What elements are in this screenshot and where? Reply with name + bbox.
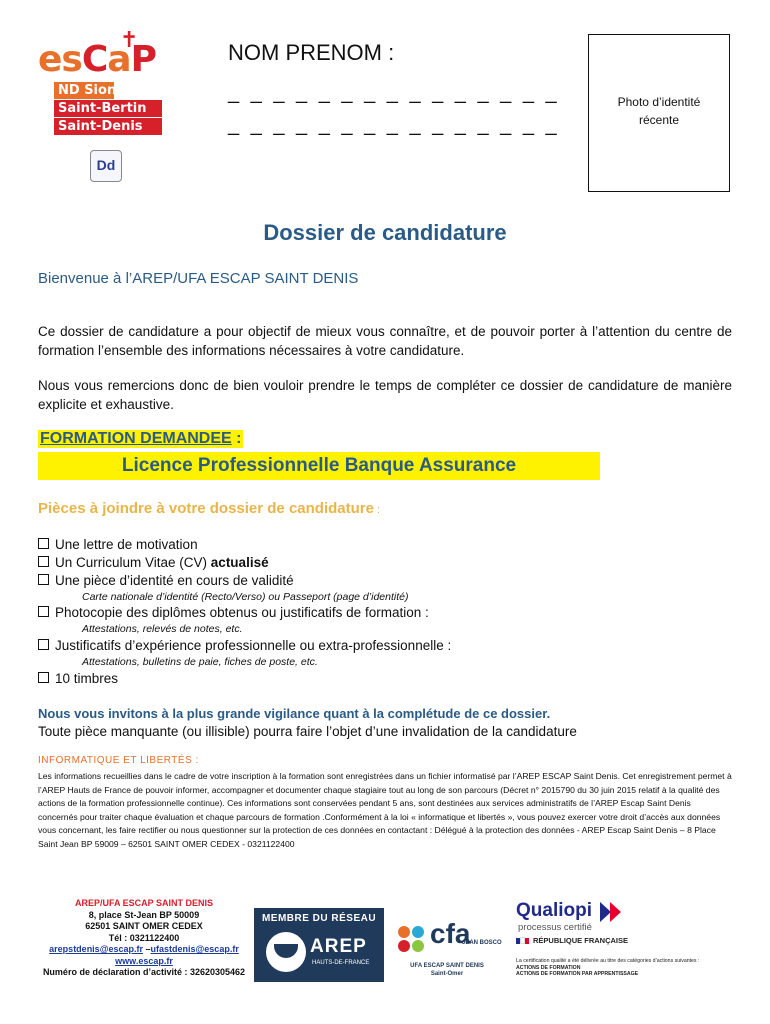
logo-line-saint-bertin: Saint-Bertin — [54, 100, 162, 117]
footer-address — [38, 898, 250, 979]
cfa-sub: UFA ESCAP SAINT DENIS Saint-Omer — [410, 963, 484, 977]
email-link-arep[interactable]: arepstdenis@escap.fr — [49, 944, 143, 954]
escap-logo — [38, 27, 168, 185]
republique-francaise: RÉPUBLIQUE FRANÇAISE — [516, 936, 628, 945]
dd-badge-icon: Dd — [90, 150, 122, 182]
nom-field-line-1[interactable]: _ _ _ _ _ _ _ _ _ _ _ _ _ _ _ — [228, 82, 560, 104]
qualiopi-sub: processus certifié — [518, 922, 592, 933]
arep-circle-icon — [266, 932, 306, 972]
photo-label-1: Photo d’identité — [617, 95, 701, 109]
logo-line-saint-denis: Saint-Denis — [54, 118, 162, 135]
footer-emails: arepstdenis@escap.fr –ufastdenis@escap.fr — [49, 944, 239, 954]
arep-name: AREP — [310, 936, 367, 957]
intro-paragraph-2: Nous vous remercions donc de bien vouloir prendre le temps de compléter ce dossier de candidature de manière explicite et exhaustive. — [38, 378, 732, 412]
arep-sub: HAUTS-DE-FRANCE — [312, 960, 370, 966]
welcome-heading: Bienvenue à l’AREP/UFA ESCAP SAINT DENIS — [38, 270, 359, 287]
logo-line-nd-sion: ND Sion — [54, 82, 114, 99]
checkbox-icon[interactable] — [38, 556, 49, 567]
cfa-dots-icon — [398, 926, 428, 956]
qualiopi-certification: La certification qualité a été délivrée au titre des catégories d’actions suivantes : ACTIONS DE FORMATION ACTIONS DE FORMATION PAR APPRENTISSAGE — [516, 958, 700, 977]
formation-name: Licence Professionnelle Banque Assurance — [38, 452, 600, 480]
checklist-sub-identite: Carte nationale d’identité (Recto/Verso) ou Passeport (page d’identité) — [82, 591, 409, 603]
arep-logo — [254, 908, 384, 982]
footer-street: 8, place St-Jean BP 50009 — [88, 909, 200, 920]
formation-label: FORMATION DEMANDEE : — [40, 430, 242, 447]
info-libertes-text: Les informations recueillies dans le cadre de votre inscription à la formation sont enregistrées dans un fichier informatisé par l’AREP ESCAP Saint Denis. Cet enregistrement permet à l’AREP Hauts de France de pouvoir informer, accompagner et documenter chaque stagiaire tout au long de son parcours (Décret n° 2015790 du 30 juin 2015 relatif à la qualité des actions de la formation professionnelle continue). Ces informations sont conservées pendant 5 ans, sont destinées aux services administratifs de l’AREP Escap Saint Denis concernés pour traiter chaque évaluation et chaque parcours de formation .Conformément à la loi « informatique et libertés », vous pouvez exercer votre droit d’accès aux données vous concernant, les faire rectifier ou nous questionner sur la protection de ces données en contactant : Délégué à la protection des données - AREP Escap Saint Denis – 8 Place Saint Jean BP 59009 – 62501 SAINT OMER CEDEX - 0321122400 — [38, 771, 732, 849]
checklist-item-timbres[interactable]: 10 timbres — [38, 670, 118, 688]
checklist-item-cv[interactable]: Un Curriculum Vitae (CV) actualisé — [38, 554, 269, 572]
checklist-sub-experience: Attestations, bulletins de paie, fiches de poste, etc. — [82, 656, 318, 668]
qualiopi-word: Qualiopi — [516, 900, 592, 921]
qualiopi-logo — [516, 900, 730, 980]
nom-field-line-2[interactable]: _ _ _ _ _ _ _ _ _ _ _ _ _ _ _ — [228, 114, 560, 136]
info-libertes-heading: INFORMATIQUE ET LIBERTÉS : — [38, 755, 199, 766]
cross-icon: ✝ — [120, 27, 139, 52]
cfa-jean-bosco: JEAN BOSCO — [462, 940, 502, 946]
cfa-word: cfa — [430, 918, 471, 949]
page-title: Dossier de candidature — [263, 220, 507, 245]
checkbox-icon[interactable] — [38, 574, 49, 585]
footer-declaration: Numéro de déclaration d’activité : 32620305462 — [42, 967, 246, 977]
escap-wordmark: esCaP — [38, 39, 156, 80]
photo-label-2: récente — [638, 113, 680, 127]
footer-city: 62501 SAINT OMER CEDEX — [85, 921, 203, 931]
qualiopi-arrows-icon — [600, 902, 622, 922]
footer-org-name: AREP/UFA ESCAP SAINT DENIS — [74, 898, 214, 908]
checkbox-icon[interactable] — [38, 538, 49, 549]
checklist-item-lettre[interactable]: Une lettre de motivation — [38, 536, 198, 554]
footer-tel: Tél : 0321122400 — [108, 932, 180, 943]
checkbox-icon[interactable] — [38, 639, 49, 650]
email-link-ufa[interactable]: ufastdenis@escap.fr — [150, 944, 239, 954]
pieces-heading: Pièces à joindre à votre dossier de candidature : — [38, 500, 381, 517]
checkbox-icon[interactable] — [38, 606, 49, 617]
cfa-logo — [392, 918, 502, 978]
checklist-item-experience[interactable]: Justificatifs d’expérience professionnelle ou extra-professionnelle : — [38, 637, 451, 655]
checklist-item-diplomes[interactable]: Photocopie des diplômes obtenus ou justificatifs de formation : — [38, 604, 429, 622]
photo-box — [588, 34, 730, 192]
intro-paragraph-1: Ce dossier de candidature a pour objectif de mieux vous connaître, et de pouvoir porter à l’attention du centre de formation l’ensemble des informations nécessaires à votre candidature. — [38, 324, 732, 358]
checkbox-icon[interactable] — [38, 672, 49, 683]
website-link[interactable]: www.escap.fr — [115, 955, 173, 966]
invalidation-note: Toute pièce manquante (ou illisible) pourra faire l’objet d’une invalidation de la candidature — [38, 724, 577, 739]
nom-prenom-label: NOM PRENOM : — [228, 40, 395, 65]
arep-member-label: MEMBRE DU RÉSEAU — [261, 913, 377, 924]
checklist-item-identite[interactable]: Une pièce d’identité en cours de validité — [38, 572, 294, 590]
logo-lines — [54, 82, 162, 136]
checklist-sub-diplomes: Attestations, relevés de notes, etc. — [82, 623, 243, 635]
vigilance-note: Nous vous invitons à la plus grande vigilance quant à la complétude de ce dossier. — [38, 706, 551, 721]
